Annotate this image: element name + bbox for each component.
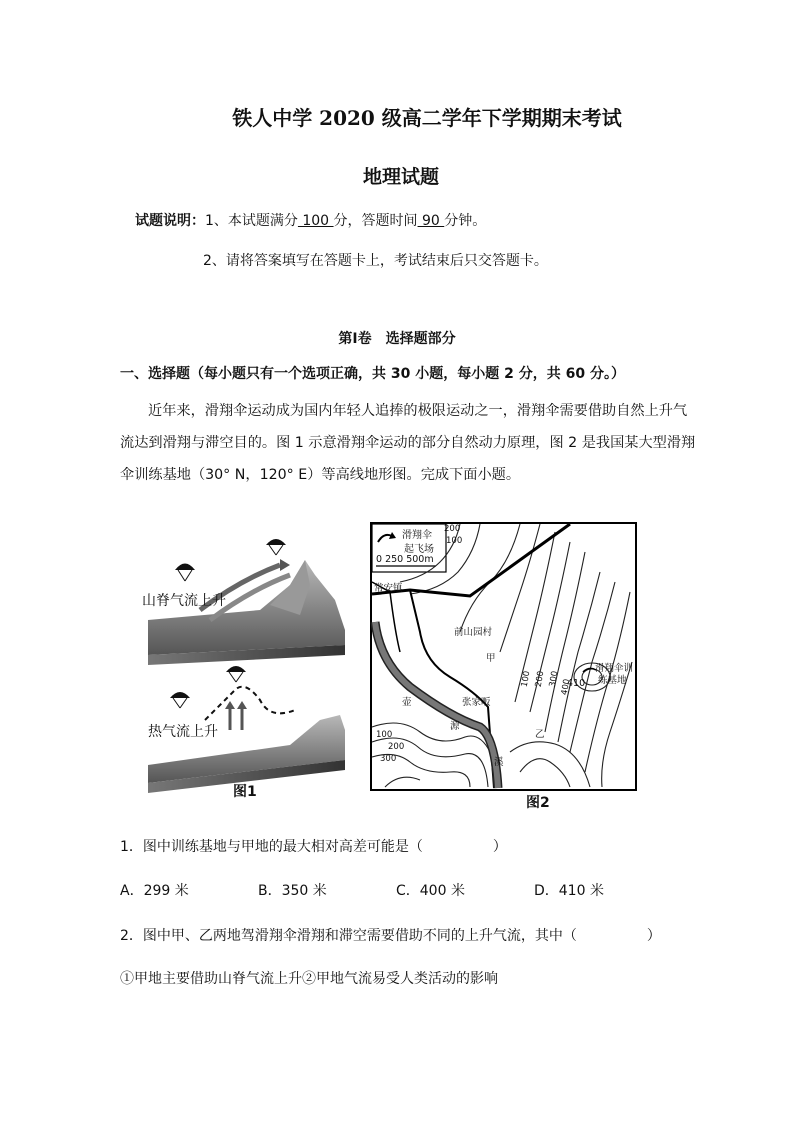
exam-subject: 地理试题 bbox=[362, 166, 439, 188]
training-base-label-1: 滑翔伞训 bbox=[595, 663, 634, 674]
instruction-1-prefix: 1、本试题满分 bbox=[205, 213, 298, 229]
exam-title: 铁人中学 2020 级高二学年下学期期末考试 bbox=[232, 106, 622, 130]
contour-label: 300 bbox=[380, 754, 397, 764]
contour-label: 100 bbox=[446, 536, 463, 546]
contour-label: 400 bbox=[559, 678, 573, 696]
question-1-option-b: B．350 米 bbox=[258, 883, 327, 899]
section-title: 第Ⅰ卷 选择题部分 bbox=[338, 331, 456, 347]
exam-time: 90 bbox=[417, 213, 445, 229]
instructions-label: 试题说明： bbox=[135, 213, 205, 229]
place-yi: 乙 bbox=[535, 729, 545, 740]
place-changan: 常安镇 bbox=[374, 583, 403, 594]
passage-line-2: 流达到滑翔与滞空目的。图 1 示意滑翔伞运动的部分自然动力原理，图 2 是我国某大型滑翔 bbox=[120, 435, 696, 451]
instructions-line-1 bbox=[135, 210, 486, 230]
training-base-label-2: 练基地 bbox=[598, 675, 627, 686]
instruction-1-mid: 分，答题时间 bbox=[333, 213, 418, 229]
figure-1-caption: 图1 bbox=[233, 784, 257, 800]
full-score: 100 bbox=[297, 213, 334, 229]
question-1-option-d: D．410 米 bbox=[534, 883, 604, 899]
contour-label: 100 bbox=[519, 670, 533, 688]
figure-1 bbox=[140, 525, 350, 815]
river-label-3: 溪 bbox=[494, 757, 504, 768]
contour-label: 200 bbox=[444, 524, 461, 534]
question-1-option-c: C．400 米 bbox=[396, 883, 465, 899]
passage-line-3: 伞训练基地（30° N，120° E）等高线地形图。完成下面小题。 bbox=[120, 467, 521, 483]
contour-label: 200 bbox=[388, 742, 405, 752]
paraglider-icon bbox=[175, 564, 195, 571]
ridge-lift-label: 山脊气流上升 bbox=[142, 593, 226, 609]
figure-1-illustration bbox=[140, 525, 350, 815]
question-1-option-a: A．299 米 bbox=[120, 883, 189, 899]
place-zhangjia: 张家畈 bbox=[462, 697, 491, 708]
instruction-1-suffix: 分钟。 bbox=[444, 213, 487, 229]
place-qianshan: 前山园村 bbox=[454, 627, 493, 638]
question-2-stem: 2．图中甲、乙两地驾滑翔伞滑翔和滞空需要借助不同的上升气流，其中（ ） bbox=[120, 928, 661, 944]
thermal-lift-label: 热气流上升 bbox=[148, 724, 218, 740]
river-label-1: 壶 bbox=[402, 697, 412, 708]
legend-symbol-label-2: 起飞场 bbox=[404, 544, 434, 555]
paraglider-icon bbox=[226, 666, 246, 672]
contour-label: 300 bbox=[547, 670, 561, 688]
question-2-statement: ①甲地主要借助山脊气流上升②甲地气流易受人类活动的影响 bbox=[120, 971, 498, 987]
section-heading: 一、选择题（每小题只有一个选项正确，共 30 小题，每小题 2 分，共 60 分。） bbox=[120, 366, 625, 382]
river-label-2: 源 bbox=[450, 721, 460, 732]
flight-path bbox=[205, 687, 295, 720]
place-jia: 甲 bbox=[486, 653, 496, 664]
figure-2 bbox=[370, 522, 640, 812]
instruction-2: 2、请将答案填写在答题卡上，考试结束后只交答题卡。 bbox=[203, 253, 548, 269]
paraglider-icon bbox=[266, 539, 286, 545]
paraglider-icon bbox=[170, 692, 190, 698]
passage-line-1: 近年来，滑翔伞运动成为国内年轻人追捧的极限运动之一，滑翔伞需要借助自然上升气 bbox=[148, 403, 688, 419]
contour-label: 100 bbox=[376, 730, 393, 740]
figure-2-caption: 图2 bbox=[526, 795, 550, 811]
scale-label: 0 250 500m bbox=[376, 554, 434, 565]
contour-label: 200 bbox=[533, 670, 547, 688]
legend-symbol-label: 滑翔伞 bbox=[402, 530, 432, 541]
question-1-stem: 1．图中训练基地与甲地的最大相对高差可能是（ ） bbox=[120, 839, 507, 855]
peak-elevation: 410 bbox=[567, 678, 586, 689]
